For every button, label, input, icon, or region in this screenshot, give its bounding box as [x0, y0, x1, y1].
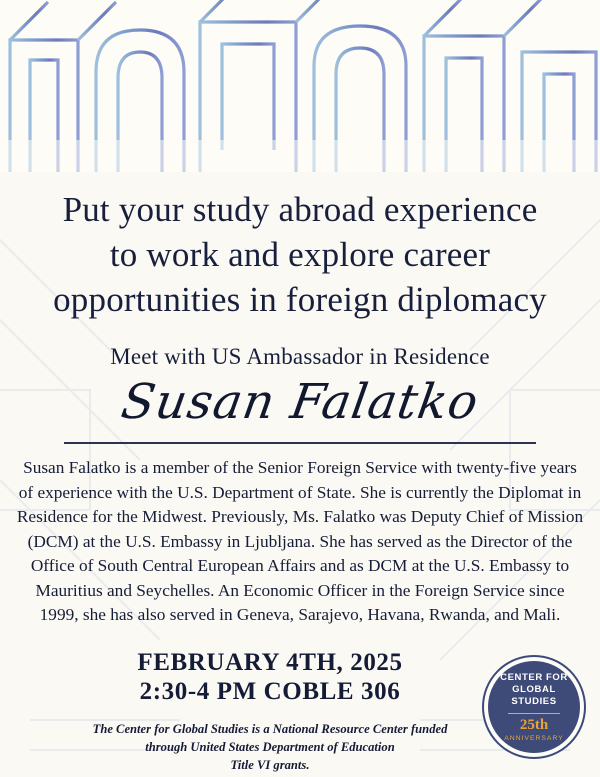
divider	[64, 442, 536, 444]
seal-line-1: CENTER FOR	[500, 672, 568, 684]
footnote-line-2: through United States Department of Education	[145, 739, 395, 754]
subheading: Meet with US Ambassador in Residence	[110, 344, 490, 370]
headline-line-1: Put your study abroad experience	[62, 190, 538, 229]
center-for-global-studies-seal	[482, 655, 586, 759]
seal-inner-disc	[488, 661, 580, 753]
geometric-pattern-icon	[0, 0, 600, 172]
headline-line-3: opportunities in foreign diplomacy	[53, 279, 547, 319]
footnote-line-3: Title VI grants.	[230, 757, 310, 772]
footnote-line-1: The Center for Global Studies is a National Resource Center funded	[92, 721, 448, 736]
event-time-location: 2:30-4 PM COBLE 306	[139, 678, 401, 706]
seal-divider	[508, 713, 560, 714]
seal-years: 25th	[519, 716, 549, 733]
seal-line-2: GLOBAL STUDIES	[511, 684, 557, 707]
event-date: FEBRUARY 4TH, 2025	[137, 648, 403, 676]
header-decoration-band	[0, 0, 600, 172]
speaker-biography: Susan Falatko is a member of the Senior Foreign Service with twenty-five years of experience with the U.S. Department of State. She is currently the Diplomat in Residence for the Midwest. Previously, Ms. Falatko was Deputy Chief of Mission (DCM) at the U.S. Embassy in Ljubljana. She has served as the Director of the Office of South Central European Affairs and as DCM at the U.S. Embassy to Mauritius and Seychelles. An Economic Officer in the Foreign Service since 1999, she has also served in Geneva, Sarajevo, Havana, Rwanda, and Mali.	[16, 457, 584, 625]
speaker-signature-name: Susan Falatko	[117, 374, 483, 431]
seal-anniversary-label: ANNIVERSARY	[504, 734, 564, 742]
page-title	[14, 188, 586, 322]
headline-line-2: to work and explore career	[109, 234, 491, 274]
